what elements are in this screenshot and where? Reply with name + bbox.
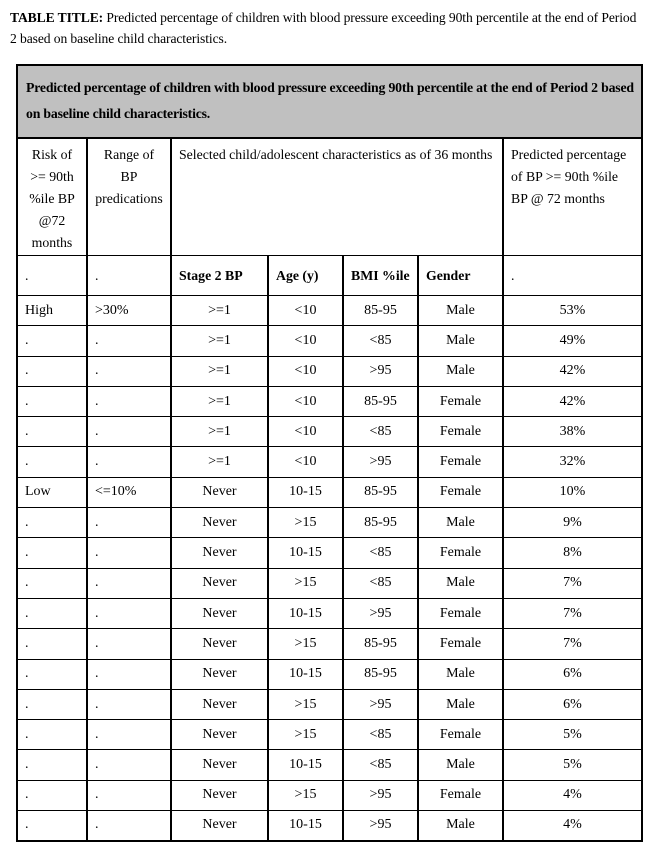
cell-range: . xyxy=(87,417,171,447)
cell-predicted: 42% xyxy=(503,356,642,386)
cell-predicted: 8% xyxy=(503,538,642,568)
cell-gender: Male xyxy=(418,811,503,841)
table-row xyxy=(17,629,642,659)
cell-range: . xyxy=(87,447,171,477)
cell-stage2bp: >=1 xyxy=(171,417,268,447)
bp-prediction-table xyxy=(16,64,643,842)
table-row xyxy=(17,326,642,356)
cell-range: . xyxy=(87,356,171,386)
cell-risk: . xyxy=(17,629,87,659)
header-risk: Risk of >= 90th %ile BP @72 months xyxy=(17,138,87,256)
cell-predicted: 5% xyxy=(503,720,642,750)
table-row xyxy=(17,417,642,447)
cell-gender: Female xyxy=(418,477,503,507)
cell-stage2bp: >=1 xyxy=(171,296,268,326)
cell-predicted: 49% xyxy=(503,326,642,356)
cell-gender: Male xyxy=(418,326,503,356)
cell-risk: . xyxy=(17,659,87,689)
cell-age: 10-15 xyxy=(268,598,343,628)
table-row xyxy=(17,386,642,416)
cell-gender: Female xyxy=(418,629,503,659)
cell-risk: . xyxy=(17,508,87,538)
cell-stage2bp: Never xyxy=(171,568,268,598)
table-subheader-row xyxy=(17,256,642,296)
cell-gender: Male xyxy=(418,750,503,780)
cell-age: >15 xyxy=(268,568,343,598)
header-characteristics: Selected child/adolescent characteristics as of 36 months xyxy=(171,138,503,256)
cell-bmi: <85 xyxy=(343,720,418,750)
cell-predicted: 5% xyxy=(503,750,642,780)
cell-range: . xyxy=(87,508,171,538)
cell-gender: Female xyxy=(418,538,503,568)
cell-age: <10 xyxy=(268,417,343,447)
cell-gender: Female xyxy=(418,720,503,750)
cell-risk: . xyxy=(17,720,87,750)
cell-age: <10 xyxy=(268,326,343,356)
cell-risk: . xyxy=(17,811,87,841)
cell-range: . xyxy=(87,386,171,416)
cell-bmi: <85 xyxy=(343,568,418,598)
cell-predicted: 32% xyxy=(503,447,642,477)
cell-age: 10-15 xyxy=(268,477,343,507)
cell-stage2bp: Never xyxy=(171,750,268,780)
cell-age: >15 xyxy=(268,780,343,810)
cell-age: 10-15 xyxy=(268,659,343,689)
cell-stage2bp: Never xyxy=(171,508,268,538)
cell-bmi: >95 xyxy=(343,356,418,386)
subheader-predicted: . xyxy=(503,256,642,296)
cell-age: <10 xyxy=(268,386,343,416)
cell-range: . xyxy=(87,720,171,750)
cell-gender: Male xyxy=(418,296,503,326)
cell-bmi: >95 xyxy=(343,811,418,841)
cell-bmi: >95 xyxy=(343,689,418,719)
cell-range: . xyxy=(87,689,171,719)
header-range: Range of BP predications xyxy=(87,138,171,256)
cell-bmi: 85-95 xyxy=(343,659,418,689)
cell-range: . xyxy=(87,568,171,598)
document-title-label: TABLE TITLE: xyxy=(10,10,104,25)
cell-risk: . xyxy=(17,598,87,628)
cell-gender: Female xyxy=(418,447,503,477)
table-header-row xyxy=(17,138,642,256)
cell-bmi: 85-95 xyxy=(343,629,418,659)
cell-gender: Male xyxy=(418,659,503,689)
cell-predicted: 6% xyxy=(503,659,642,689)
cell-predicted: 42% xyxy=(503,386,642,416)
cell-range: . xyxy=(87,659,171,689)
cell-risk: . xyxy=(17,689,87,719)
cell-age: >15 xyxy=(268,720,343,750)
cell-age: 10-15 xyxy=(268,538,343,568)
cell-predicted: 7% xyxy=(503,568,642,598)
cell-bmi: >95 xyxy=(343,780,418,810)
cell-stage2bp: Never xyxy=(171,720,268,750)
cell-age: 10-15 xyxy=(268,750,343,780)
table-row xyxy=(17,750,642,780)
cell-bmi: <85 xyxy=(343,750,418,780)
cell-predicted: 7% xyxy=(503,598,642,628)
cell-risk: . xyxy=(17,538,87,568)
cell-stage2bp: Never xyxy=(171,629,268,659)
cell-age: <10 xyxy=(268,356,343,386)
cell-risk: . xyxy=(17,386,87,416)
cell-age: >15 xyxy=(268,689,343,719)
cell-bmi: <85 xyxy=(343,538,418,568)
cell-bmi: 85-95 xyxy=(343,386,418,416)
document-title-text: Predicted percentage of children with blood pressure exceeding 90th percentile at the end of Period 2 based on baseline child characteristics. xyxy=(10,10,637,46)
cell-stage2bp: Never xyxy=(171,689,268,719)
table-row xyxy=(17,568,642,598)
cell-predicted: 4% xyxy=(503,780,642,810)
cell-range: . xyxy=(87,598,171,628)
table-row xyxy=(17,780,642,810)
cell-predicted: 53% xyxy=(503,296,642,326)
subheader-gender: Gender xyxy=(418,256,503,296)
table-row xyxy=(17,659,642,689)
cell-predicted: 9% xyxy=(503,508,642,538)
cell-risk: . xyxy=(17,326,87,356)
cell-bmi: <85 xyxy=(343,326,418,356)
cell-range: . xyxy=(87,326,171,356)
cell-risk: . xyxy=(17,568,87,598)
cell-range: <=10% xyxy=(87,477,171,507)
cell-risk: . xyxy=(17,447,87,477)
cell-risk: High xyxy=(17,296,87,326)
cell-bmi: <85 xyxy=(343,417,418,447)
cell-stage2bp: Never xyxy=(171,780,268,810)
table-caption-row xyxy=(17,65,642,138)
cell-risk: . xyxy=(17,780,87,810)
cell-range: . xyxy=(87,538,171,568)
subheader-stage2bp: Stage 2 BP xyxy=(171,256,268,296)
table-row xyxy=(17,598,642,628)
subheader-risk: . xyxy=(17,256,87,296)
cell-age: <10 xyxy=(268,447,343,477)
table-body xyxy=(17,296,642,841)
cell-range: . xyxy=(87,811,171,841)
cell-bmi: >95 xyxy=(343,447,418,477)
table-row xyxy=(17,356,642,386)
cell-risk: . xyxy=(17,750,87,780)
cell-range: . xyxy=(87,750,171,780)
cell-predicted: 10% xyxy=(503,477,642,507)
cell-gender: Male xyxy=(418,356,503,386)
cell-predicted: 6% xyxy=(503,689,642,719)
subheader-age: Age (y) xyxy=(268,256,343,296)
cell-stage2bp: >=1 xyxy=(171,326,268,356)
cell-stage2bp: Never xyxy=(171,538,268,568)
table-row xyxy=(17,447,642,477)
cell-stage2bp: >=1 xyxy=(171,447,268,477)
cell-predicted: 4% xyxy=(503,811,642,841)
table-row xyxy=(17,477,642,507)
table-row xyxy=(17,720,642,750)
cell-range: . xyxy=(87,780,171,810)
cell-bmi: 85-95 xyxy=(343,296,418,326)
cell-age: 10-15 xyxy=(268,811,343,841)
cell-stage2bp: Never xyxy=(171,659,268,689)
table-row xyxy=(17,538,642,568)
cell-age: >15 xyxy=(268,629,343,659)
table-caption: Predicted percentage of children with blood pressure exceeding 90th percentile at the end of Period 2 based on baseline child characteristics. xyxy=(17,65,642,138)
cell-range: . xyxy=(87,629,171,659)
table-row xyxy=(17,811,642,841)
cell-gender: Male xyxy=(418,689,503,719)
cell-stage2bp: Never xyxy=(171,811,268,841)
cell-range: >30% xyxy=(87,296,171,326)
cell-gender: Male xyxy=(418,568,503,598)
table-row xyxy=(17,296,642,326)
cell-stage2bp: >=1 xyxy=(171,356,268,386)
cell-predicted: 38% xyxy=(503,417,642,447)
cell-age: <10 xyxy=(268,296,343,326)
subheader-range: . xyxy=(87,256,171,296)
cell-predicted: 7% xyxy=(503,629,642,659)
cell-gender: Female xyxy=(418,598,503,628)
cell-stage2bp: >=1 xyxy=(171,386,268,416)
cell-gender: Male xyxy=(418,508,503,538)
cell-bmi: >95 xyxy=(343,598,418,628)
cell-bmi: 85-95 xyxy=(343,508,418,538)
table-row xyxy=(17,508,642,538)
table-row xyxy=(17,689,642,719)
document-title xyxy=(10,7,646,49)
header-predicted: Predicted percentage of BP >= 90th %ile BP @ 72 months xyxy=(503,138,642,256)
cell-risk: Low xyxy=(17,477,87,507)
cell-gender: Female xyxy=(418,386,503,416)
cell-gender: Female xyxy=(418,417,503,447)
cell-risk: . xyxy=(17,356,87,386)
cell-stage2bp: Never xyxy=(171,477,268,507)
cell-bmi: 85-95 xyxy=(343,477,418,507)
cell-stage2bp: Never xyxy=(171,598,268,628)
subheader-bmi: BMI %ile xyxy=(343,256,418,296)
cell-risk: . xyxy=(17,417,87,447)
cell-age: >15 xyxy=(268,508,343,538)
cell-gender: Female xyxy=(418,780,503,810)
